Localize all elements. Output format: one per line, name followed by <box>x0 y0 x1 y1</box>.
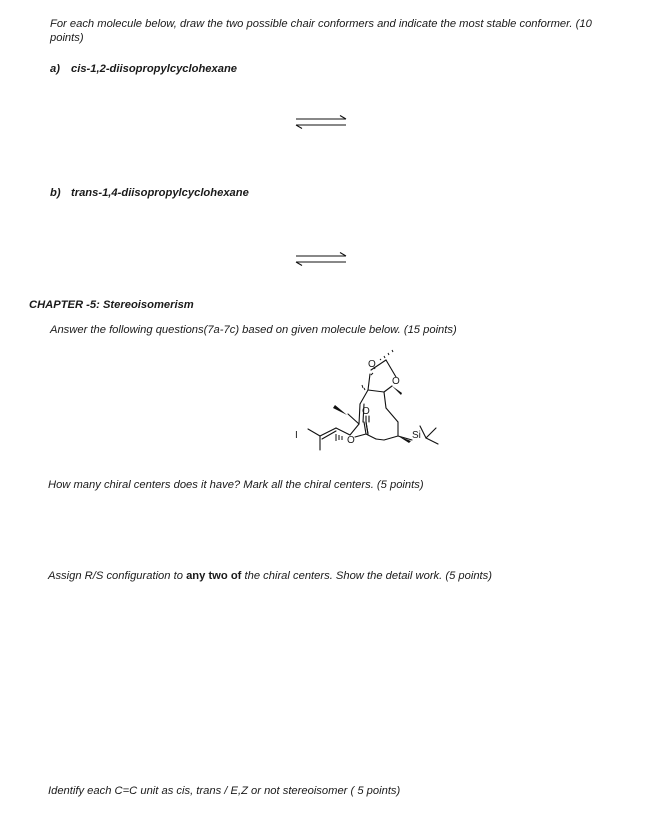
question-rs-after: the chiral centers. Show the detail work. (5 points) <box>241 570 492 582</box>
atom-label-o-2: O <box>392 376 400 387</box>
atom-label-o-1: O <box>368 359 376 370</box>
question-rs-configuration <box>48 569 492 583</box>
molecule-structure <box>280 342 460 462</box>
atom-label-o-4: O <box>347 435 355 446</box>
equilibrium-arrow-a-icon <box>294 114 350 130</box>
part-a-compound-name: cis-1,2-diisopropylcyclohexane <box>71 63 238 75</box>
part-b-label: b) <box>50 187 61 199</box>
question-chiral-centers: How many chiral centers does it have? Mark all the chiral centers. (5 points) <box>48 479 424 491</box>
question-rs-emphasis: any two of <box>186 570 242 582</box>
atom-label-si: Si <box>412 430 421 441</box>
question-rs-before: Assign R/S configuration to <box>48 570 187 582</box>
question-cc-stereo: Identify each C=C unit as cis, trans / E,Z or not stereoisomer ( 5 points) <box>48 785 401 797</box>
intro-instruction: For each molecule below, draw the two possible chair conformers and indicate the most stable conformer. (10 points) <box>50 18 592 44</box>
chapter-title: CHAPTER -5: Stereoisomerism <box>29 299 194 311</box>
chapter-instruction: Answer the following questions(7a-7c) based on given molecule below. (15 points) <box>50 324 457 336</box>
atom-label-o-3: O <box>362 406 370 417</box>
atom-label-i: I <box>295 430 298 441</box>
part-b-compound-name: trans-1,4-diisopropylcyclohexane <box>71 187 249 199</box>
equilibrium-arrow-b-icon <box>294 251 350 267</box>
part-a-label: a) <box>50 63 60 75</box>
